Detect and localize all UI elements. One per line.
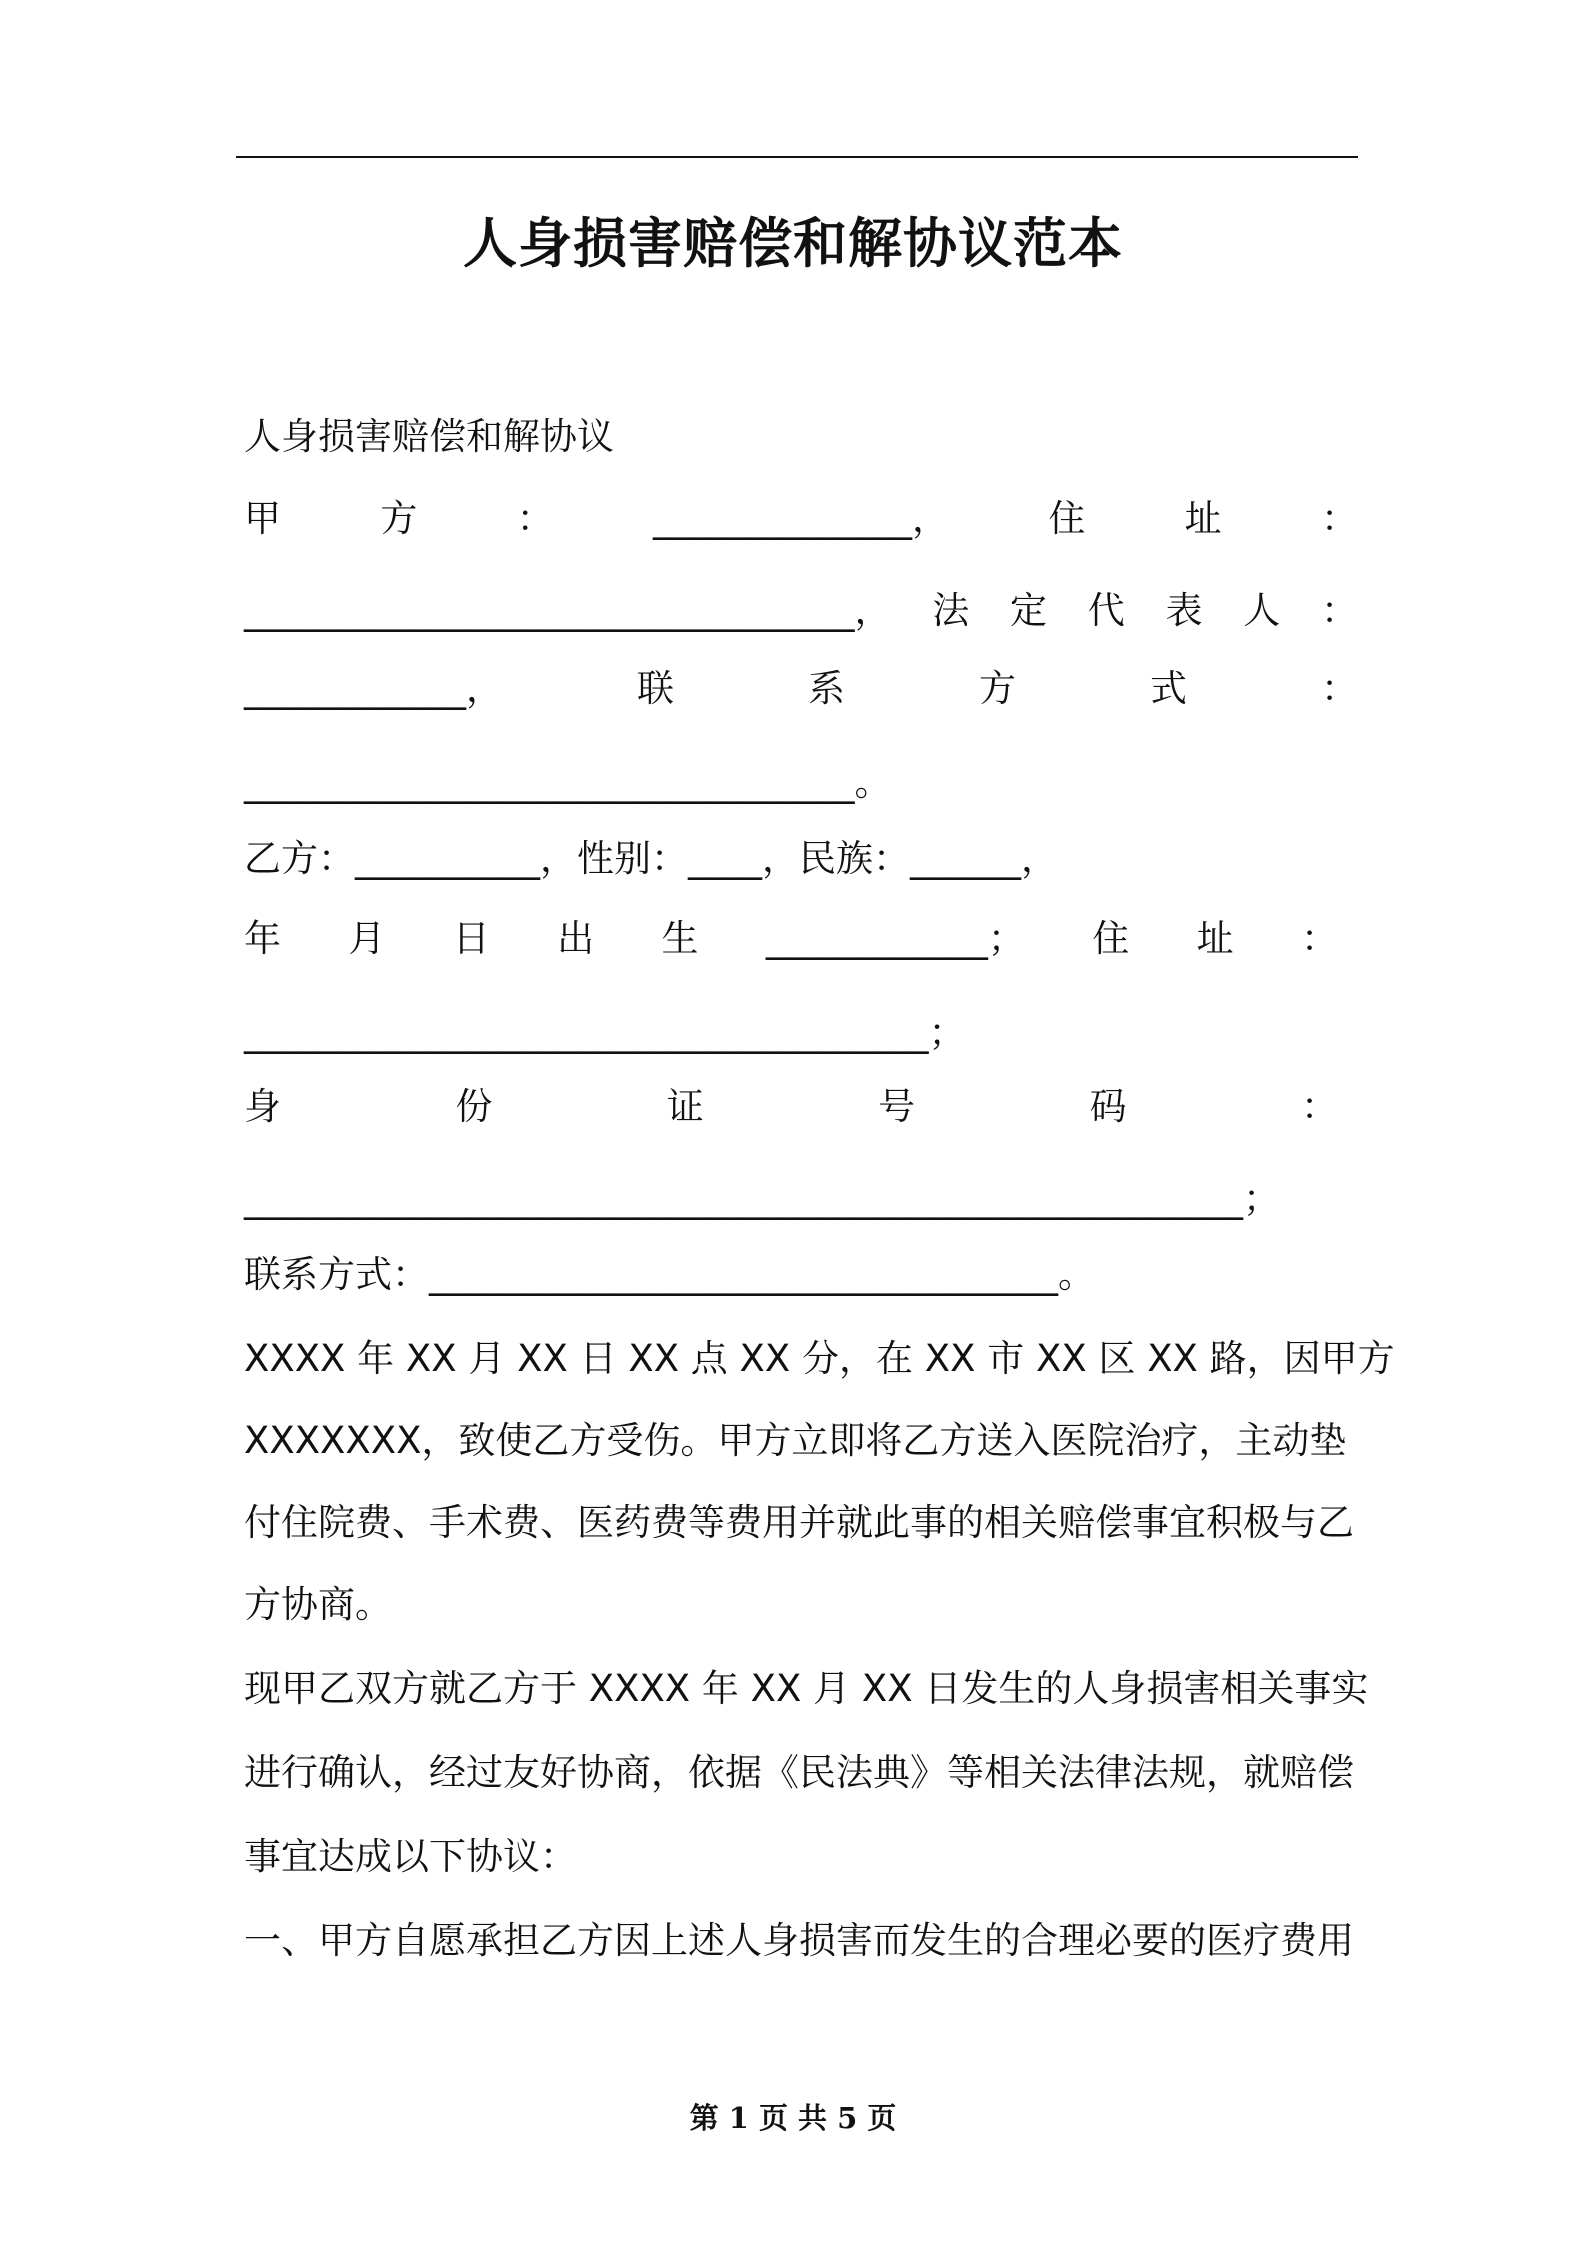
paragraph-2-line-3: 事宜达成以下协议： [244, 1835, 577, 1878]
party-b-id-number-blank: ______________________________________________________； [244, 1177, 1280, 1220]
party-a-text: ： [516, 497, 554, 540]
party-a-text: 系 [808, 667, 845, 710]
party-b-contact-line: 联系方式：__________________________________。 [244, 1253, 1095, 1296]
paragraph-1-line-4: 方协商。 [244, 1583, 392, 1626]
party-b-text: 出 [557, 917, 595, 960]
party-a-text: ： [1320, 497, 1358, 540]
party-a-text: ： [1321, 667, 1358, 710]
party-b-text: ： [1301, 917, 1338, 960]
header-rule [236, 156, 1358, 158]
paragraph-1-line-1: XXXX 年 XX 月 XX 日 XX 点 XX 分，在 XX 市 XX 区 XX 路，因甲方 [244, 1337, 1395, 1380]
party-a-text: 甲 [244, 497, 281, 540]
party-a-address-blank: _________________________________， [244, 589, 892, 632]
party-a-text: ： [1321, 589, 1358, 632]
party-a-text: 址 [1184, 497, 1222, 540]
party-a-line-2 [244, 586, 1358, 636]
party-b-text: 住 [1092, 917, 1130, 960]
party-a-text: 住 [1048, 497, 1086, 540]
party-b-text: 月 [348, 917, 386, 960]
party-b-text: ： [1300, 1085, 1338, 1128]
party-b-text: 址 [1196, 917, 1234, 960]
party-a-line-1 [244, 494, 1358, 544]
party-b-address-blank: _____________________________________； [244, 1011, 966, 1054]
party-b-line-1: 乙方：__________，性别：____，民族：______， [244, 837, 1058, 880]
paragraph-1-line-2: XXXXXXX，致使乙方受伤。甲方立即将乙方送入医院治疗，主动垫 [244, 1419, 1347, 1462]
party-a-text: 表 [1165, 589, 1203, 632]
party-b-text: 份 [455, 1085, 493, 1128]
paragraph-1-line-3: 付住院费、手术费、医药费等费用并就此事的相关赔偿事宜积极与乙 [244, 1501, 1354, 1544]
agreement-subtitle: 人身损害赔偿和解协议 [244, 415, 614, 458]
party-b-text: 日 [452, 917, 490, 960]
party-b-text: 证 [666, 1085, 704, 1128]
clause-1-line: 一、甲方自愿承担乙方因上述人身损害而发生的合理必要的医疗费用 [244, 1919, 1354, 1962]
party-a-contact-blank: _________________________________。 [244, 761, 892, 804]
party-a-text: 方 [979, 667, 1016, 710]
paragraph-2-line-1: 现甲乙双方就乙方于 XXXX 年 XX 月 XX 日发生的人身损害相关事实 [244, 1667, 1369, 1710]
party-b-line-2 [244, 914, 1338, 964]
party-b-birthdate-blank: ____________； [765, 917, 1025, 960]
party-b-text: 生 [661, 917, 699, 960]
paragraph-2-line-2: 进行确认，经过友好协商，依据《民法典》等相关法律法规，就赔偿 [244, 1751, 1354, 1794]
party-a-text: 式 [1150, 667, 1187, 710]
page-number: 第 1 页 共 5 页 [689, 2101, 897, 2135]
document-title: 人身损害赔偿和解协议范本 [463, 212, 1123, 275]
party-a-text: 定 [1010, 589, 1047, 632]
party-b-line-4 [244, 1082, 1338, 1132]
party-a-text: 代 [1087, 589, 1125, 632]
party-a-text: 人 [1243, 589, 1281, 632]
party-b-text: 身 [244, 1085, 281, 1128]
party-a-text: 联 [637, 667, 674, 710]
party-a-name-blank: ______________， [652, 497, 949, 540]
party-a-line-3 [244, 664, 1358, 714]
party-a-text: 法 [932, 589, 970, 632]
party-a-representative-blank: ____________， [244, 667, 503, 710]
party-b-text: 年 [244, 917, 281, 960]
party-a-text: 方 [380, 497, 418, 540]
party-b-text: 码 [1089, 1085, 1127, 1128]
party-b-text: 号 [878, 1085, 916, 1128]
